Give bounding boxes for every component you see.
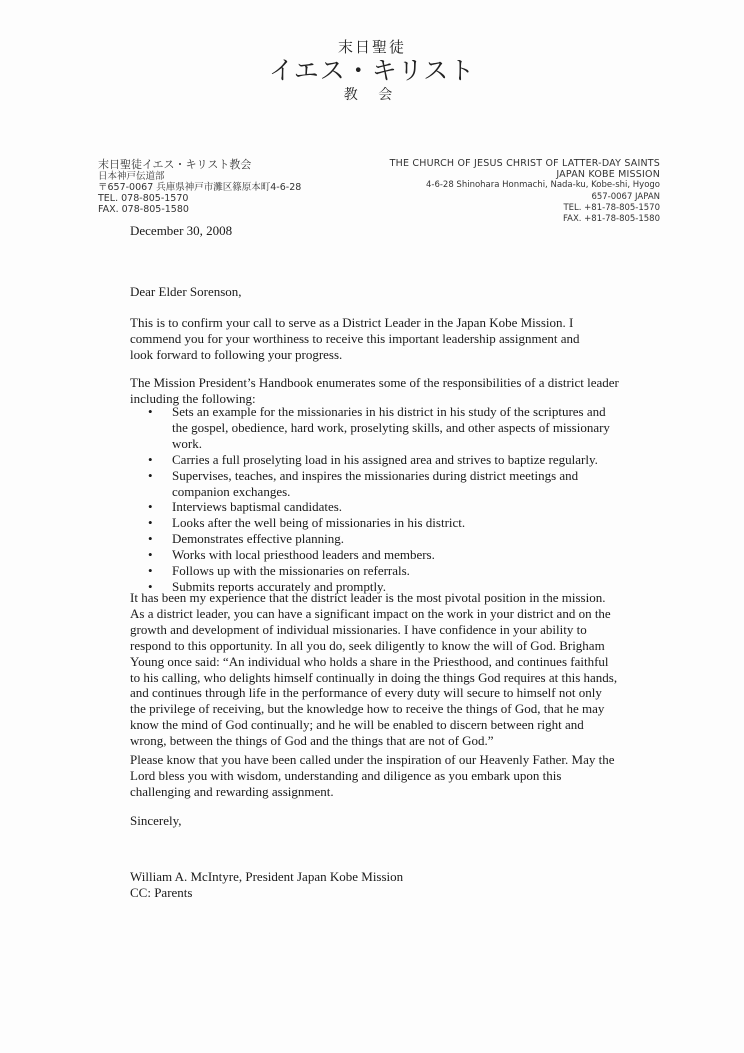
salutation: Dear Elder Sorenson,: [130, 284, 242, 299]
telephone-english: TEL. +81-78-805-1570: [563, 202, 660, 213]
letterhead-address-japanese: [98, 158, 301, 215]
mission-name-english: JAPAN KOBE MISSION: [556, 169, 660, 181]
fax-english: FAX. +81-78-805-1580: [563, 214, 660, 225]
list-item: [130, 563, 620, 579]
list-item: [130, 404, 620, 452]
church-logo: [0, 38, 744, 104]
church-name-english: THE CHURCH OF JESUS CHRIST OF LATTER-DAY SAINTS: [389, 158, 660, 169]
bullet-icon: •: [148, 404, 153, 419]
list-item-text: Sets an example for the missionaries in his district in his study of the scriptures and the gospel, obedience, hard work, proselyting skills, and other aspects of missionary work.: [172, 404, 610, 451]
telephone-japanese: TEL. 078-805-1570: [98, 193, 189, 204]
signature-block: [130, 869, 403, 901]
list-item-text: Works with local priesthood leaders and members.: [172, 547, 435, 563]
list-item: [130, 499, 620, 515]
list-item: [130, 547, 620, 563]
bullet-icon: •: [148, 499, 153, 515]
list-item-text: Looks after the well being of missionaries in his district.: [172, 515, 466, 531]
signature-name-title: William A. McIntyre, President Japan Kobe Mission: [130, 869, 404, 884]
list-item: [130, 531, 620, 547]
list-item-text: Submits reports accurately and promptly.: [172, 578, 386, 594]
postal-address-japanese: 〒657-0067 兵庫県神戸市灘区篠原本町4-6-28: [98, 182, 302, 193]
postal-code-english: 657-0067 JAPAN: [591, 191, 660, 202]
paragraph-handbook-intro: The Mission President’s Handbook enumerates some of the responsibilities of a district leader including the following:: [130, 375, 619, 406]
list-item: [130, 515, 620, 531]
cc-line: CC: Parents: [130, 884, 193, 900]
church-name-japanese: 末日聖徒イエス・キリスト教会: [98, 158, 252, 171]
bullet-icon: •: [148, 578, 153, 594]
list-item-text: Demonstrates effective planning.: [172, 531, 344, 547]
responsibilities-list: [130, 404, 620, 595]
bullet-icon: •: [148, 563, 153, 579]
bullet-icon: •: [148, 467, 153, 483]
mission-name-japanese: 日本神戸伝道部: [98, 171, 165, 182]
closing: Sincerely,: [130, 813, 182, 828]
list-item-text: Follows up with the missionaries on referrals.: [172, 563, 410, 579]
logo-line-2: イエス・キリスト: [268, 56, 476, 85]
paragraph-blessing: Please know that you have been called under the inspiration of our Heavenly Father. May the Lord bless you with wisdom, understanding and diligence as you embark upon this challenging and rewarding assignment.: [130, 752, 615, 799]
logo-line-1: 末日聖徒: [337, 38, 406, 56]
list-item: [130, 468, 620, 500]
street-address-english: 4-6-28 Shinohara Honmachi, Nada-ku, Kobe-shi, Hyogo: [425, 180, 660, 191]
bullet-icon: •: [148, 547, 153, 563]
letterhead-address-english: [390, 158, 660, 225]
list-item-text: Supervises, teaches, and inspires the missionaries during district meetings and companion exchanges.: [172, 467, 579, 499]
letter-date: December 30, 2008: [130, 223, 233, 238]
bullet-icon: •: [148, 451, 153, 467]
logo-line-3: 教 会: [343, 87, 401, 103]
list-item: [130, 452, 620, 468]
bullet-icon: •: [148, 515, 153, 531]
fax-japanese: FAX. 078-805-1580: [98, 204, 189, 215]
paragraph-confirmation: This is to confirm your call to serve as a District Leader in the Japan Kobe Mission. I commend you for your worthiness to receive this important leadership assignment and look forward to following your progress.: [130, 315, 580, 362]
paragraph-district-leader-importance: It has been my experience that the district leader is the most pivotal position in the mission. As a district leader, you can have a significant impact on the work in your district and on the growth and development of individual missionaries. I have confidence in your ability to respond to this opportunity. In all you do, seek diligently to know the will of God. Brigham Young once said: “An individual who holds a share in the Priesthood, and continues faithful to his calling, who delights himself continually in doing the things God requires at this hands, and continues through life in the performance of every duty will secure to himself not only the privilege of receiving, but the knowledge how to receive the things of God, that he may know the mind of God continually; and he will be enabled to discern between right and wrong, between the things of God and the things that are not of God.”: [130, 590, 618, 749]
list-item-text: Interviews baptismal candidates.: [172, 499, 343, 515]
list-item-text: Carries a full proselyting load in his assigned area and strives to baptize regularly.: [172, 451, 598, 467]
bullet-icon: •: [148, 531, 153, 547]
